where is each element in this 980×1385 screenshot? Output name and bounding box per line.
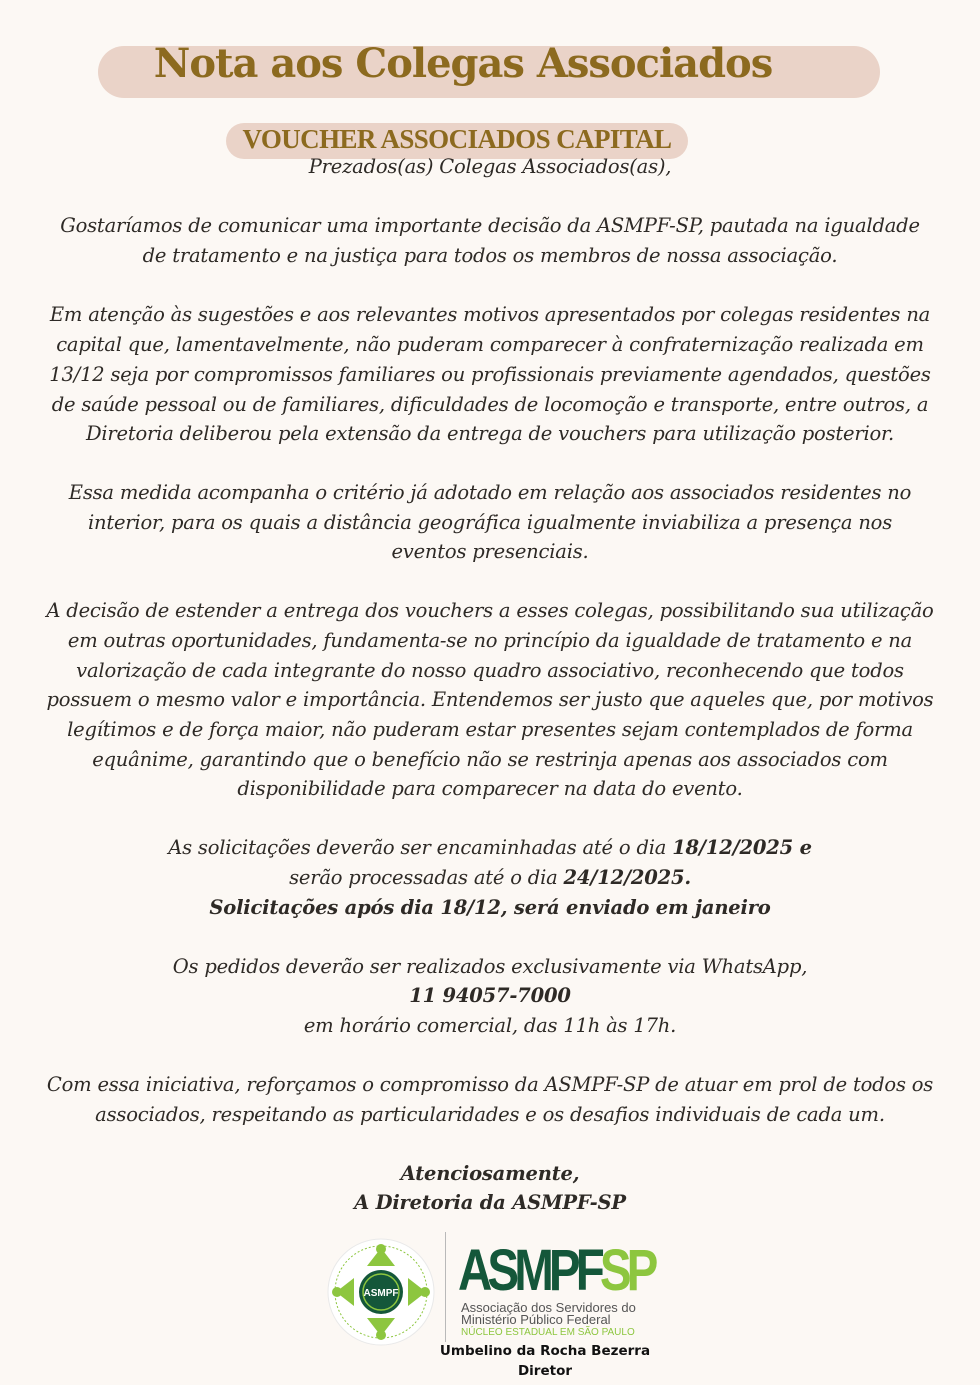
paragraph-line: de tratamento e na justiça para todos os membros de nossa associação.: [142, 244, 838, 267]
signature-greeting: Atenciosamente,: [400, 1162, 580, 1185]
late-requests-note: Solicitações após dia 18/12, será enviado em janeiro: [209, 896, 771, 919]
logo-divider: [445, 1232, 446, 1342]
signer-name: Umbelino da Rocha Bezerra: [439, 1343, 651, 1359]
paragraph-line: Em atenção às sugestões e aos relevantes motivos apresentados por colegas residentes na: [49, 303, 931, 326]
salutation: Prezados(as) Colegas Associados(as),: [308, 155, 672, 178]
paragraph-line: equânime, garantindo que o benefício não se restrinja apenas aos associados com: [92, 748, 888, 771]
paragraph-line: em outras oportunidades, fundamenta-se no princípio da igualdade de tratamento e na: [67, 629, 913, 652]
asmpf-sp-wordmark: ASMPFSP: [458, 1238, 654, 1303]
paragraph-line: capital que, lamentavelmente, não puderam comparecer à confraternização realizada em: [56, 333, 924, 356]
deadline-line-1: As solicitações deverão ser encaminhadas até o dia 18/12/2025 e: [168, 836, 812, 859]
business-hours: em horário comercial, das 11h às 17h.: [303, 1014, 677, 1037]
paragraph-line: legítimos e de força maior, não puderam estar presentes sejam contemplados de forma: [67, 718, 913, 741]
org-name-line-2: Ministério Público Federal: [461, 1312, 611, 1327]
contact-instructions: Os pedidos deverão ser realizados exclusivamente via WhatsApp,: [172, 955, 808, 978]
page-subtitle: VOUCHER ASSOCIADOS CAPITAL: [242, 124, 672, 154]
signer-role: Diretor: [517, 1363, 573, 1379]
deadline-date: 18/12/2025: [672, 836, 793, 859]
seal-text: ASMPF: [363, 1288, 399, 1299]
asmpf-seal-logo: [322, 1236, 440, 1348]
page-title: Nota aos Colegas Associados: [153, 40, 773, 87]
paragraph-line: 13/12 seja por compromissos familiares ou profissionais previamente agendados, questões: [49, 363, 931, 386]
paragraph-line: eventos presenciais.: [391, 540, 589, 563]
paragraph-line: valorização de cada integrante do nosso quadro associativo, reconhecendo que todos: [76, 659, 904, 682]
closing-line: Com essa iniciativa, reforçamos o compromisso da ASMPF-SP de atuar em prol de todos os: [46, 1073, 934, 1096]
org-name-line-3: NÚCLEO ESTADUAL EM SÃO PAULO: [461, 1327, 635, 1338]
paragraph-line: disponibilidade para comparecer na data do evento.: [237, 777, 743, 800]
paragraph-line: possuem o mesmo valor e importância. Entendemos ser justo que aqueles que, por motivos: [46, 688, 934, 711]
processing-date: 24/12/2025.: [563, 866, 691, 889]
paragraph-line: de saúde pessoal ou de familiares, dificuldades de locomoção e transporte, entre outros, a: [51, 393, 929, 416]
paragraph-line: Essa medida acompanha o critério já adotado em relação aos associados residentes no: [68, 481, 912, 504]
closing-line: associados, respeitando as particularidades e os desafios individuais de cada um.: [95, 1103, 885, 1126]
whatsapp-phone: 11 94057-7000: [409, 984, 571, 1007]
paragraph-line: interior, para os quais a distância geográfica igualmente inviabiliza a presença nos: [87, 511, 893, 534]
paragraph-line: Diretoria deliberou pela extensão da entrega de vouchers para utilização posterior.: [85, 422, 895, 445]
paragraph-line: Gostaríamos de comunicar uma importante decisão da ASMPF-SP, pautada na igualdade: [60, 214, 920, 237]
paragraph-line: A decisão de estender a entrega dos vouchers a esses colegas, possibilitando sua utilização: [46, 599, 934, 622]
deadline-line-2: serão processadas até o dia 24/12/2025.: [289, 866, 691, 889]
signature-from: A Diretoria da ASMPF-SP: [354, 1191, 626, 1214]
org-name-line-1: Associação dos Servidores do: [461, 1300, 636, 1315]
